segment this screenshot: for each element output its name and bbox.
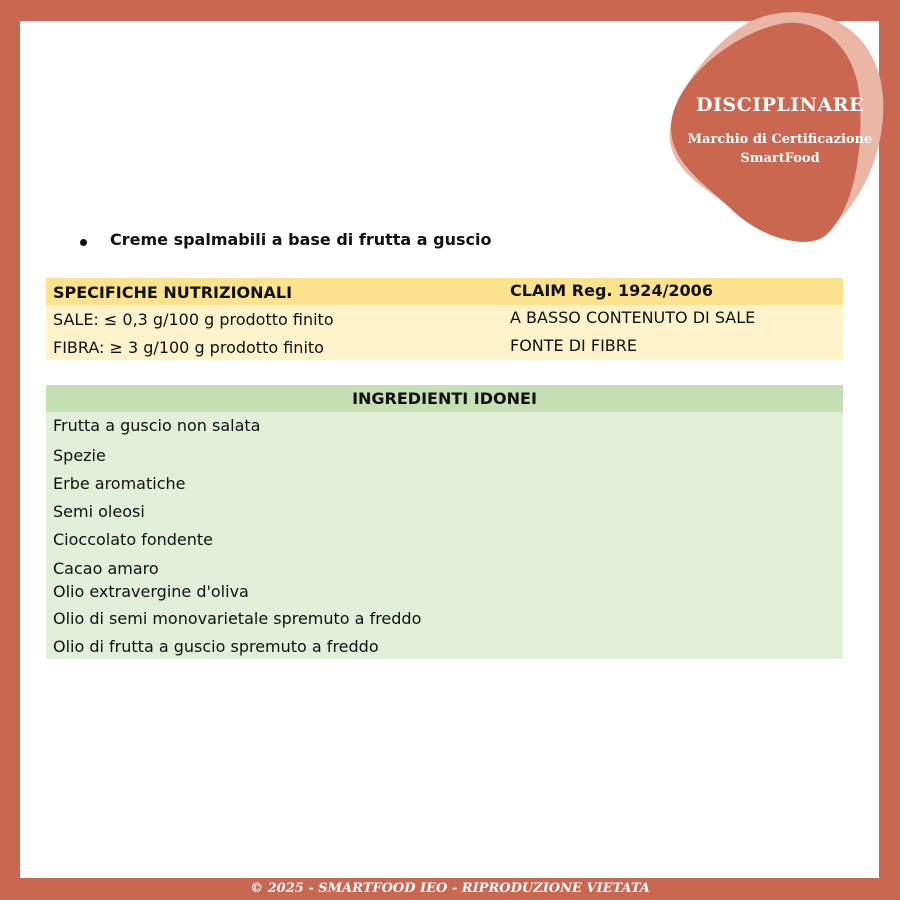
badge-subtitle-line2: SmartFood (740, 151, 820, 166)
ingredient-item: Erbe aromatiche (53, 474, 186, 493)
ingredient-item: Semi oleosi (53, 502, 145, 521)
ingredient-item: Olio di frutta a guscio spremuto a freddo (53, 637, 379, 656)
ingredient-item: Frutta a guscio non salata (53, 416, 261, 435)
ingredient-item: Spezie (53, 446, 106, 465)
bullet-icon (80, 239, 87, 246)
copyright-footer: © 2025 - SMARTFOOD IEO - RIPRODUZIONE VIETATA (250, 881, 650, 896)
ingredient-item: Cioccolato fondente (53, 530, 214, 549)
badge-subtitle-line1: Marchio di Certificazione (687, 132, 873, 147)
nutrition-header-right: CLAIM Reg. 1924/2006 (510, 281, 713, 300)
nutrition-table (46, 278, 843, 360)
nutrition-spec-sale: SALE: ≤ 0,3 g/100 g prodotto finito (53, 310, 334, 329)
ingredient-item: Cacao amaro (53, 559, 159, 578)
ingredients-table (46, 385, 843, 659)
ingredient-item: Olio extravergine d'oliva (53, 582, 249, 601)
ingredient-item: Olio di semi monovarietale spremuto a freddo (53, 609, 422, 628)
nutrition-claim-sale: A BASSO CONTENUTO DI SALE (510, 308, 756, 327)
nutrition-spec-fibra: FIBRA: ≥ 3 g/100 g prodotto finito (53, 338, 324, 357)
ingredients-table-header: INGREDIENTI IDONEI (46, 385, 843, 412)
badge-title: DISCIPLINARE (695, 94, 864, 116)
nutrition-header-left: SPECIFICHE NUTRIZIONALI (53, 283, 293, 302)
disciplinare-badge (660, 8, 890, 240)
section-bullet-text: Creme spalmabili a base di frutta a guscio (110, 230, 492, 249)
nutrition-claim-fibra: FONTE DI FIBRE (510, 336, 637, 355)
